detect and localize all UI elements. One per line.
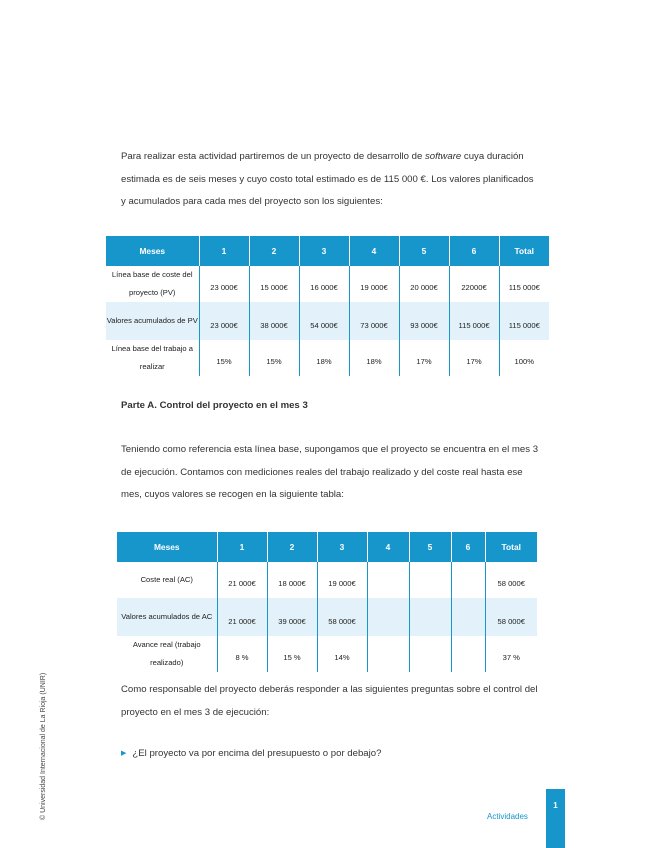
table-cell xyxy=(367,562,409,598)
table-cell xyxy=(367,636,409,672)
column-header: 1 xyxy=(199,236,249,266)
table-cell xyxy=(367,598,409,636)
table-cell: 18% xyxy=(299,340,349,376)
column-header: 5 xyxy=(399,236,449,266)
table-row xyxy=(117,636,537,672)
row-label: Avance real (trabajo realizado) xyxy=(117,636,217,672)
copyright-text: © Universidad Internacional de La Rioja (UNIR) xyxy=(40,672,47,820)
table-cell: 54 000€ xyxy=(299,302,349,340)
table-cell xyxy=(451,598,485,636)
question-item xyxy=(121,748,381,759)
table-cell: 15 000€ xyxy=(249,266,299,302)
table-cell xyxy=(409,636,451,672)
intro-italic: software xyxy=(424,151,462,162)
baseline-table xyxy=(106,236,549,376)
column-header: Total xyxy=(499,236,549,266)
table-cell: 19 000€ xyxy=(349,266,399,302)
column-header: 1 xyxy=(217,532,267,562)
context-paragraph: Teniendo como referencia esta línea base, supongamos que el proyecto se encuentra en el mes 3 de ejecución. Contamos con mediciones reales del trabajo realizado y del coste real hasta ese mes, cuyos valores se recogen en la siguiente tabla: xyxy=(121,444,539,500)
column-header: Meses xyxy=(117,532,217,562)
row-label: Coste real (AC) xyxy=(117,562,217,598)
table-row xyxy=(106,302,549,340)
table-cell: 23 000€ xyxy=(199,302,249,340)
column-header: Meses xyxy=(106,236,199,266)
row-label: Línea base del trabajo a realizar xyxy=(106,340,199,376)
table-cell: 16 000€ xyxy=(299,266,349,302)
table-cell: 58 000€ xyxy=(485,598,537,636)
table-cell xyxy=(409,562,451,598)
table-cell: 20 000€ xyxy=(399,266,449,302)
table-cell: 100% xyxy=(514,357,534,366)
triangle-bullet-icon: ▶ xyxy=(121,750,127,757)
column-header: 3 xyxy=(317,532,367,562)
column-header: 4 xyxy=(349,236,399,266)
table-cell: 21 000€ xyxy=(217,598,267,636)
page-number: 1 xyxy=(553,801,558,810)
copyright-sidebar xyxy=(40,672,187,827)
table-row xyxy=(117,562,537,598)
table-cell: 58 000€ xyxy=(497,579,525,588)
column-header: 6 xyxy=(449,236,499,266)
table-cell: 37 % xyxy=(502,653,520,662)
table-cell: 17% xyxy=(449,340,499,376)
table-cell: 22000€ xyxy=(449,266,499,302)
column-header: 5 xyxy=(409,532,451,562)
section-heading: Parte A. Control del proyecto en el mes 3 xyxy=(121,400,308,411)
table-cell: 14% xyxy=(317,636,367,672)
table-cell: 73 000€ xyxy=(349,302,399,340)
table-row xyxy=(106,340,549,376)
intro-text-b: cuya duración estimada es de seis meses y cuyo costo total estimado es de 115 000 €. Los valores planificados y acumulados para cada mes del proyecto son los siguientes: xyxy=(121,151,534,207)
intro-paragraph xyxy=(121,146,541,214)
table-header-row xyxy=(106,236,549,266)
column-header: 3 xyxy=(299,236,349,266)
table-cell: 21 000€ xyxy=(217,562,267,598)
table-cell: 15% xyxy=(199,340,249,376)
intro-text-a: Para realizar esta actividad partiremos de un proyecto de desarrollo de xyxy=(121,151,425,162)
table-cell: 93 000€ xyxy=(399,302,449,340)
row-label: Valores acumulados de AC xyxy=(117,598,217,636)
table-row xyxy=(117,598,537,636)
table-cell: 58 000€ xyxy=(317,598,367,636)
table-row xyxy=(106,266,549,302)
table-header-row xyxy=(117,532,537,562)
column-header: 2 xyxy=(249,236,299,266)
row-label: Valores acumulados de PV xyxy=(106,302,199,340)
table-cell: 115 000€ xyxy=(499,302,549,340)
column-header: 2 xyxy=(267,532,317,562)
table-cell: 115 000€ xyxy=(449,302,499,340)
table-cell: 23 000€ xyxy=(199,266,249,302)
column-header: Total xyxy=(485,532,537,562)
row-label: Línea base de coste del proyecto (PV) xyxy=(106,266,199,302)
questions-intro: Como responsable del proyecto deberás responder a las siguientes preguntas sobre el control del proyecto en el mes 3 de ejecución: xyxy=(121,684,538,718)
table-cell: 115 000€ xyxy=(508,283,540,292)
table-cell: 17% xyxy=(399,340,449,376)
table-cell: 15% xyxy=(249,340,299,376)
question-text: ¿El proyecto va por encima del presupuesto o por debajo? xyxy=(132,748,382,759)
footer-section-label: Actividades xyxy=(487,812,528,821)
table-cell: 38 000€ xyxy=(249,302,299,340)
table-cell xyxy=(451,562,485,598)
table-cell: 19 000€ xyxy=(317,562,367,598)
column-header: 6 xyxy=(451,532,485,562)
table-cell: 8 % xyxy=(217,636,267,672)
column-header: 4 xyxy=(367,532,409,562)
actuals-table xyxy=(117,532,537,672)
table-cell: 15 % xyxy=(267,636,317,672)
page-number-tab xyxy=(546,789,565,848)
table-cell: 18% xyxy=(349,340,399,376)
table-cell xyxy=(451,636,485,672)
table-cell: 18 000€ xyxy=(267,562,317,598)
table-cell: 39 000€ xyxy=(267,598,317,636)
table-cell xyxy=(409,598,451,636)
